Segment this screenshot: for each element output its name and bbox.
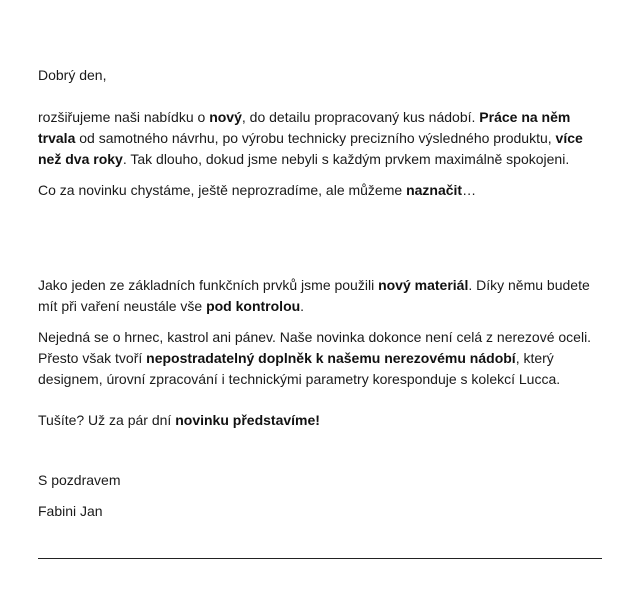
not-pot-bold-accessory: nepostradatelný doplněk k našemu nerezovému nádobí xyxy=(146,350,516,366)
greeting: Dobrý den, xyxy=(38,67,107,83)
closing: S pozdravem xyxy=(38,472,121,488)
teaser-bold-hint: naznačit xyxy=(406,182,463,198)
material-bold-control: pod kontrolou xyxy=(206,298,301,314)
intro-bold-new: nový xyxy=(209,109,242,125)
not-pot-text-1: Nejedná se o hrnec, kastrol ani pánev. Naše novinka dokonce není celá z nerezové oceli. Přesto však tvoří xyxy=(38,329,592,366)
not-pot-text-2: , který designem, úrovní zpracování i technickými parametry koresponduje s kolekcí Lucca. xyxy=(38,350,561,387)
intro-text-4: . Tak dlouho, dokud jsme nebyli s každým prvkem maximálně spokojeni. xyxy=(122,151,570,167)
material-bold-new-material: nový materiál xyxy=(378,277,469,293)
material-text-1: Jako jeden ze základních funkčních prvků jsme použili xyxy=(38,277,379,293)
footer-divider xyxy=(38,558,602,559)
not-pot-paragraph xyxy=(38,327,604,390)
intro-text-2: , do detailu propracovaný kus nádobí. xyxy=(241,109,480,125)
intro-bold-work: Práce na něm trvala xyxy=(38,109,571,146)
teaser-paragraph xyxy=(38,180,604,201)
material-paragraph xyxy=(38,275,604,317)
intro-bold-years: více než dva roky xyxy=(38,130,583,167)
guess-text-1: Tušíte? Už za pár dní xyxy=(38,412,176,428)
intro-text-1: rozšiřujeme naši nabídku o xyxy=(38,109,210,125)
intro-paragraph xyxy=(38,107,604,170)
material-text-3: . xyxy=(300,298,305,314)
guess-bold-present: novinku představíme! xyxy=(175,412,320,428)
teaser-text-2: … xyxy=(462,182,477,198)
signature: Fabini Jan xyxy=(38,503,103,519)
material-text-2: . Díky němu budete mít při vaření neustále vše xyxy=(38,277,590,314)
intro-text-3: od samotného návrhu, po výrobu technicky precizního výsledného produktu, xyxy=(75,130,556,146)
teaser-text-1: Co za novinku chystáme, ještě neprozradíme, ale můžeme xyxy=(38,182,407,198)
guess-paragraph xyxy=(38,410,604,431)
